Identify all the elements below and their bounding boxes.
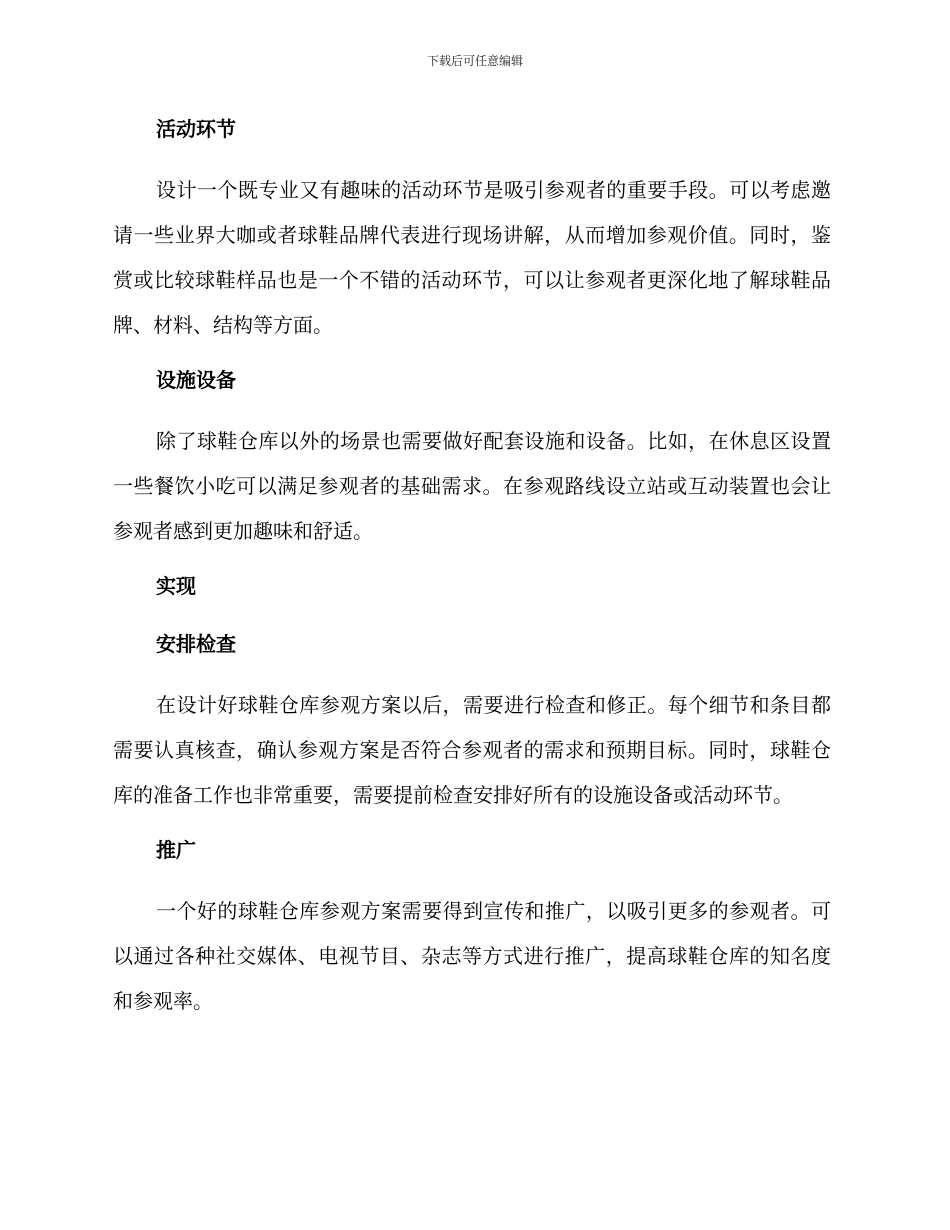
page-header-note: 下载后可任意编辑 [426,54,523,68]
section-heading-implementation: 实现 [156,574,196,598]
section-heading-activity: 活动环节 [156,117,236,141]
document-body [113,110,831,1024]
section-heading-inspection: 安排检查 [156,632,236,656]
section-paragraph-inspection: 在设计好球鞋仓库参观方案以后，需要进行检查和修正。每个细节和条目都需要认真核查，确认参观方案是否符合参观者的需求和预期目标。同时，球鞋仓库的准备工作也非常重要，需要提前检查安排好所有的设施设备或活动环节。 [113,693,831,807]
section-heading-promotion: 推广 [156,838,196,862]
section-paragraph-facilities: 除了球鞋仓库以外的场景也需要做好配套设施和设备。比如，在休息区设置一些餐饮小吃可以满足参观者的基础需求。在参观路线设立站或互动装置也会让参观者感到更加趣味和舒适。 [113,429,831,543]
section-paragraph-promotion: 一个好的球鞋仓库参观方案需要得到宣传和推广，以吸引更多的参观者。可以通过各种社交媒体、电视节目、杂志等方式进行推广，提高球鞋仓库的知名度和参观率。 [113,899,831,1013]
section-heading-facilities: 设施设备 [156,368,236,392]
section-paragraph-activity: 设计一个既专业又有趣味的活动环节是吸引参观者的重要手段。可以考虑邀请一些业界大咖或者球鞋品牌代表进行现场讲解，从而增加参观价值。同时，鉴赏或比较球鞋样品也是一个不错的活动环节，可以让参观者更深化地了解球鞋品牌、材料、结构等方面。 [113,178,831,337]
